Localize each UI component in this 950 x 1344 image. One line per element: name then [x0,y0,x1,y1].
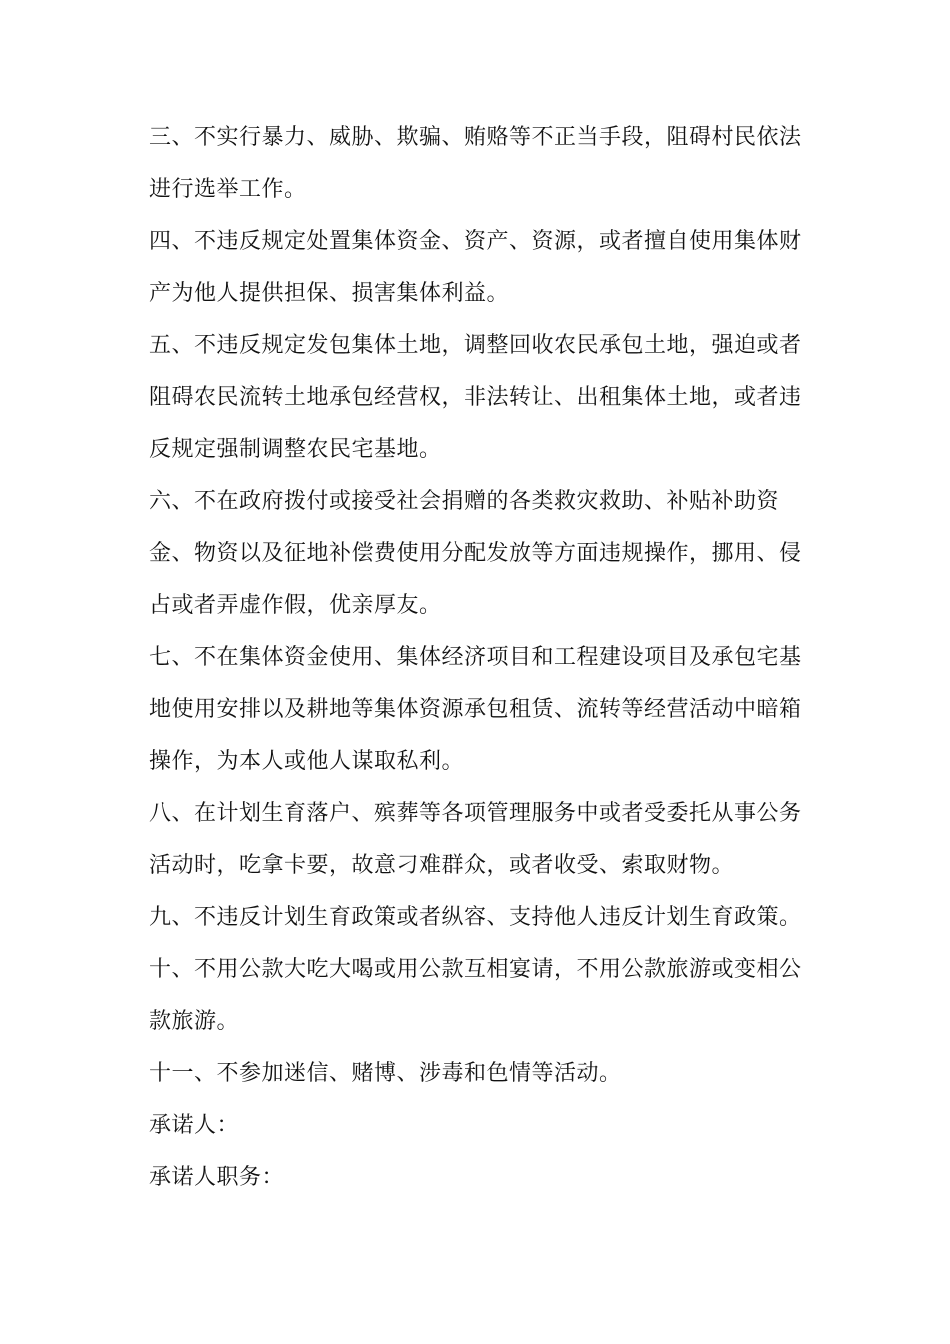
document-body [149,118,802,1210]
text-line: 五、不违反规定发包集体土地，调整回收农民承包土地，强迫或者 [149,333,802,358]
text-line: 款旅游。 [149,1009,240,1034]
text-line: 操作，为本人或他人谋取私利。 [149,749,465,774]
text-line: 进行选举工作。 [149,177,307,202]
text-line: 四、不违反规定处置集体资金、资产、资源，或者擅自使用集体财 [149,229,802,254]
text-line: 反规定强制调整农民宅基地。 [149,437,442,462]
text-line: 七、不在集体资金使用、集体经济项目和工程建设项目及承包宅基 [149,645,802,670]
signatory-label: 承诺人： [149,1113,240,1138]
text-line: 六、不在政府拨付或接受社会捐赠的各类救灾救助、补贴补助资 [149,489,780,514]
text-line: 八、在计划生育落户、殡葬等各项管理服务中或者受委托从事公务 [149,801,802,826]
text-line: 金、物资以及征地补偿费使用分配发放等方面违规操作，挪用、侵 [149,541,802,566]
text-line: 十一、不参加迷信、赌博、涉毒和色情等活动。 [149,1061,622,1086]
text-line: 三、不实行暴力、威胁、欺骗、贿赂等不正当手段，阻碍村民依法 [149,125,802,150]
text-line: 十、不用公款大吃大喝或用公款互相宴请，不用公款旅游或变相公 [149,957,802,982]
text-line: 九、不违反计划生育政策或者纵容、支持他人违反计划生育政策。 [149,905,802,930]
text-line: 活动时，吃拿卡要，故意刁难群众，或者收受、索取财物。 [149,853,735,878]
text-line: 地使用安排以及耕地等集体资源承包租赁、流转等经营活动中暗箱 [149,697,802,722]
text-line: 占或者弄虚作假，优亲厚友。 [149,593,442,618]
text-line: 产为他人提供担保、损害集体利益。 [149,281,510,306]
signatory-position-label: 承诺人职务： [149,1165,285,1190]
text-line: 阻碍农民流转土地承包经营权，非法转让、出租集体土地，或者违 [149,385,802,410]
